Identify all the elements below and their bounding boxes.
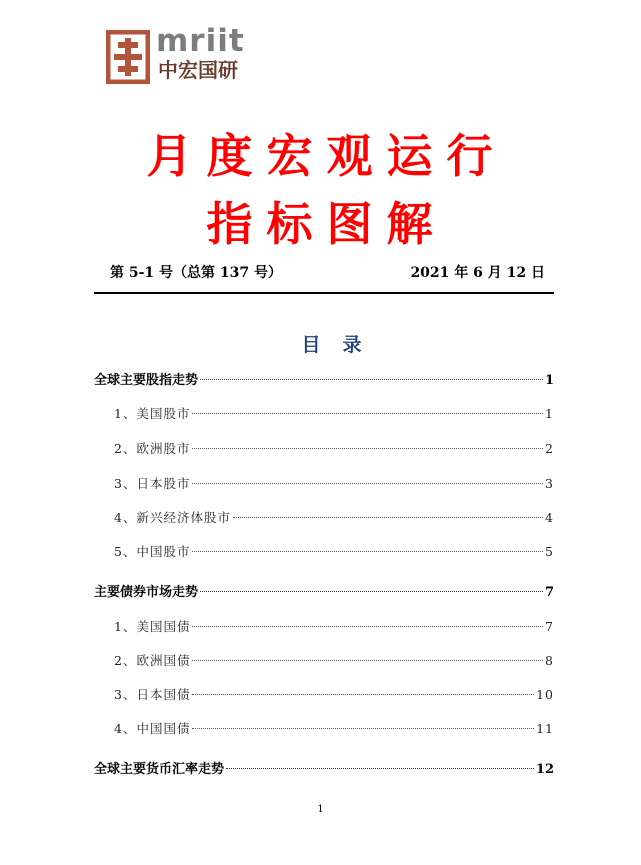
toc-entry[interactable] xyxy=(94,475,554,493)
issue-date: 2021 年 6 月 12 日 xyxy=(410,265,545,281)
toc-entry[interactable] xyxy=(94,686,554,704)
toc-entry-label: 5、中国股市 xyxy=(114,544,191,559)
toc-leader xyxy=(192,483,543,484)
toc-leader xyxy=(233,517,543,518)
toc-leader xyxy=(200,379,543,380)
toc-leader xyxy=(226,768,534,769)
toc-entry-page: 7 xyxy=(545,619,554,634)
toc-entry-page: 4 xyxy=(545,510,554,525)
toc-entry[interactable] xyxy=(94,720,554,738)
toc-heading: 目录 xyxy=(301,334,384,356)
issue-number: 第 5-1 号（总第 137 号） xyxy=(110,265,283,281)
toc-entry-page: 1 xyxy=(544,373,554,388)
report-title-line-2: 指标图解 xyxy=(206,197,447,251)
header-divider xyxy=(94,292,554,294)
toc-entry-label: 全球主要股指走势 xyxy=(94,373,199,388)
toc-entry-page: 2 xyxy=(545,441,554,456)
toc-entry[interactable] xyxy=(94,405,554,423)
toc-entry[interactable] xyxy=(94,509,554,527)
toc-leader xyxy=(192,626,543,627)
toc-entry-page: 11 xyxy=(536,721,554,736)
toc-entry-label: 3、日本国债 xyxy=(114,687,191,702)
mriit-logo-icon xyxy=(106,30,150,84)
toc-entry-label: 全球主要货币汇率走势 xyxy=(94,762,225,777)
toc-leader xyxy=(192,448,543,449)
logo-wordmark: mriit xyxy=(156,23,245,59)
toc-entry-page: 5 xyxy=(545,544,554,559)
toc-entry[interactable] xyxy=(94,652,554,670)
toc-entry-label: 1、美国股市 xyxy=(114,406,191,421)
toc-entry-page: 10 xyxy=(536,687,554,702)
toc-leader xyxy=(192,694,534,695)
toc-entry[interactable] xyxy=(94,440,554,458)
toc-entry-page: 3 xyxy=(545,476,554,491)
toc-entry-label: 主要债券市场走势 xyxy=(94,585,199,600)
toc-entry[interactable] xyxy=(94,618,554,636)
toc-entry[interactable] xyxy=(94,543,554,561)
toc-entry-label: 4、新兴经济体股市 xyxy=(114,510,231,525)
toc-leader xyxy=(192,660,543,661)
report-title-line-1: 月度宏观运行 xyxy=(146,129,507,183)
toc-entry[interactable] xyxy=(94,372,554,390)
toc-entry-page: 8 xyxy=(545,653,554,668)
toc-entry-label: 4、中国国债 xyxy=(114,721,191,736)
toc-entry-label: 2、欧洲股市 xyxy=(114,441,191,456)
toc-entry-page: 12 xyxy=(535,762,554,777)
toc-entry[interactable] xyxy=(94,584,554,602)
page-number: 1 xyxy=(317,804,324,815)
toc-leader xyxy=(192,551,543,552)
toc-leader xyxy=(200,591,543,592)
toc-entry-label: 3、日本股市 xyxy=(114,476,191,491)
toc-entry-page: 7 xyxy=(544,585,554,600)
toc-leader xyxy=(192,728,534,729)
toc-leader xyxy=(192,413,543,414)
toc-entry-page: 1 xyxy=(545,406,554,421)
toc-entry-label: 1、美国国债 xyxy=(114,619,191,634)
toc-entry-label: 2、欧洲国债 xyxy=(114,653,191,668)
toc-entry[interactable] xyxy=(94,761,554,779)
logo-chinese-name: 中宏国研 xyxy=(158,58,238,82)
